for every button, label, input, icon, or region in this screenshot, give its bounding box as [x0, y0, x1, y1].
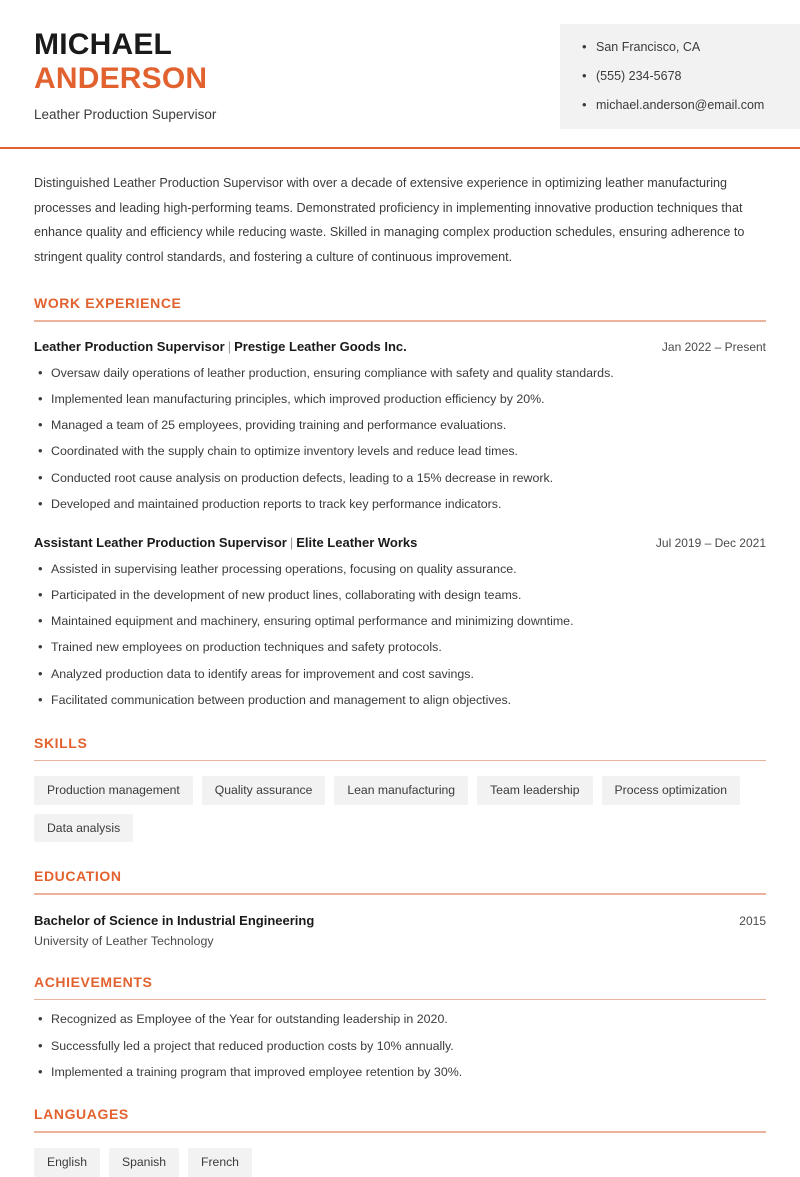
section-rule-skills [34, 760, 766, 762]
section-work-experience [34, 295, 766, 708]
language-chip: Spanish [109, 1148, 179, 1177]
education-entry-head [34, 913, 766, 928]
professional-summary: Distinguished Leather Production Supervisor with over a decade of extensive experience in optimizing leather manufacturing processes and leading high-performing teams. Demonstrated proficiency in implementing innovative production techniques that enhance quality and efficiency while reducing waste. Skilled in managing complex production schedules, ensuring adherence to stringent quality control standards, and fostering a culture of continuous improvement. [34, 176, 745, 264]
section-title-achievements: ACHIEVEMENTS [34, 973, 153, 990]
experience-separator: | [227, 338, 232, 354]
section-education [34, 868, 766, 948]
last-name-line [34, 62, 216, 96]
section-rule-education [34, 893, 766, 895]
experience-entry-head [34, 535, 766, 550]
section-rule-achievements [34, 999, 766, 1001]
contact-list [582, 40, 800, 113]
experience-bullets [34, 365, 766, 513]
experience-bullet: • Implemented lean manufacturing principles, which improved production efficiency by 20%. [34, 391, 766, 408]
experience-entry-head [34, 339, 766, 354]
experience-bullet: • Coordinated with the supply chain to optimize inventory levels and reduce lead times. [34, 443, 766, 460]
language-chip: French [188, 1148, 252, 1177]
experience-bullet: • Managed a team of 25 employees, providing training and performance evaluations. [34, 417, 766, 434]
experience-separator: | [289, 534, 294, 550]
experience-title-line [34, 339, 407, 354]
education-degree: Bachelor of Science in Industrial Engineering [34, 912, 315, 928]
experience-bullet: • Conducted root cause analysis on production defects, leading to a 15% decrease in rework. [34, 470, 766, 487]
section-rule-work-experience [34, 320, 766, 322]
experience-bullet: • Maintained equipment and machinery, ensuring optimal performance and minimizing downtime. [34, 613, 766, 630]
section-languages [34, 1106, 766, 1176]
skill-chip: Data analysis [34, 814, 133, 843]
skill-chip: Process optimization [602, 776, 740, 805]
resume-body [0, 171, 800, 1177]
achievement-bullet: • Implemented a training program that improved employee retention by 30%. [34, 1064, 766, 1081]
skill-chip: Production management [34, 776, 193, 805]
achievement-bullet: • Recognized as Employee of the Year for outstanding leadership in 2020. [34, 1011, 766, 1028]
language-chip: English [34, 1148, 100, 1177]
contact-phone[interactable]: • (555) 234-5678 [582, 69, 800, 84]
section-achievements [34, 974, 766, 1081]
experience-bullet: • Trained new employees on production techniques and safety protocols. [34, 639, 766, 656]
experience-bullet: • Assisted in supervising leather processing operations, focusing on quality assurance. [34, 561, 766, 578]
section-title-education: EDUCATION [34, 868, 122, 885]
achievements-list [34, 1011, 766, 1080]
education-school: University of Leather Technology [34, 933, 214, 948]
contact-box [560, 24, 800, 129]
skill-chip: Quality assurance [202, 776, 326, 805]
section-title-work-experience: WORK EXPERIENCE [34, 295, 182, 312]
experience-entry [34, 535, 766, 709]
resume-header [0, 0, 800, 129]
section-skills [34, 735, 766, 843]
identity-block [0, 24, 216, 122]
section-title-languages: LANGUAGES [34, 1106, 129, 1123]
languages-chip-list [34, 1148, 766, 1177]
experience-company: Prestige Leather Goods Inc. [234, 338, 407, 354]
experience-role: Assistant Leather Production Supervisor [34, 534, 287, 550]
contact-email[interactable]: • michael.anderson@email.com [582, 98, 800, 113]
experience-date: Jul 2019 – Dec 2021 [655, 535, 766, 550]
contact-location: • San Francisco, CA [582, 40, 800, 55]
headline-job-title: Leather Production Supervisor [34, 107, 217, 123]
education-year: 2015 [739, 913, 766, 928]
experience-bullet: • Participated in the development of new product lines, collaborating with design teams. [34, 587, 766, 604]
skills-chip-list [34, 776, 766, 842]
experience-company: Elite Leather Works [296, 534, 418, 550]
experience-bullet: • Oversaw daily operations of leather production, ensuring compliance with safety and quality standards. [34, 365, 766, 382]
skill-chip: Lean manufacturing [334, 776, 468, 805]
experience-bullet: • Developed and maintained production reports to track key performance indicators. [34, 496, 766, 513]
achievement-bullet: • Successfully led a project that reduced production costs by 10% annually. [34, 1038, 766, 1055]
experience-role: Leather Production Supervisor [34, 338, 225, 354]
experience-bullets [34, 561, 766, 709]
full-name [34, 28, 216, 62]
experience-bullet: • Analyzed production data to identify areas for improvement and cost savings. [34, 666, 766, 683]
experience-title-line [34, 535, 417, 550]
first-name: MICHAEL [34, 28, 173, 61]
experience-date: Jan 2022 – Present [661, 339, 766, 354]
header-divider [0, 147, 800, 149]
experience-bullet: • Facilitated communication between production and management to align objectives. [34, 692, 766, 709]
skill-chip: Team leadership [477, 776, 592, 805]
experience-entry [34, 339, 766, 513]
section-title-skills: SKILLS [34, 734, 88, 751]
section-rule-languages [34, 1131, 766, 1133]
last-name: ANDERSON [34, 61, 208, 95]
